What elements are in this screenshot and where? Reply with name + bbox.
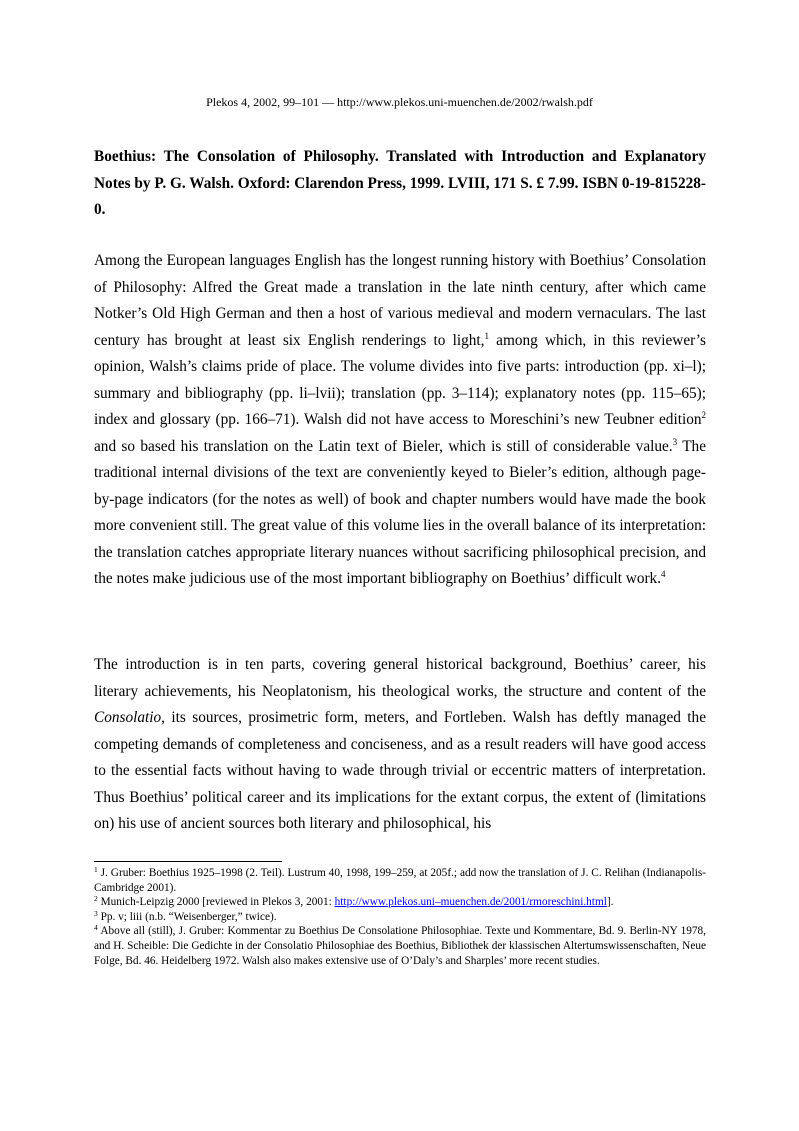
text-segment: Among the European languages English has the longest running history with Boethius’ Consolation of Philosophy: Alfred the Great made a translation in the late ninth century, after which came Notker’s Old High German and then a host of various medieval and modern vernaculars. The last century has brought at least six English renderings to light, — [94, 252, 706, 349]
footnote-ref-4[interactable]: 4 — [661, 569, 666, 579]
footnote-number: 3 — [94, 908, 98, 918]
footnote-number: 2 — [94, 894, 98, 904]
footnote-divider — [94, 861, 282, 862]
footnote-text: Munich-Leipzig 2000 [reviewed in Plekos 3, 2001: — [97, 896, 335, 909]
moreschini-review-link[interactable]: http://www.plekos.uni–muenchen.de/2001/rmoreschini.html — [334, 896, 607, 909]
footnote-text: J. Gruber: Boethius 1925–1998 (2. Teil). Lustrum 40, 1998, 199–259, at 205f.; add now the translation of J. C. Relihan (Indianapolis-Cambridge 2001). — [94, 867, 706, 894]
footnote-ref-2[interactable]: 2 — [701, 410, 706, 420]
text-segment: and so based his translation on the Latin text of Bieler, which is still of considerable value. — [94, 437, 673, 455]
review-title: Boethius: The Consolation of Philosophy. Translated with Introduction and Explanatory Notes by P. G. Walsh. Oxford: Clarendon Press, 1999. LVIII, 171 S. £ 7.99. ISBN 0-19-815228-0. — [94, 148, 706, 218]
body-paragraph-2 — [94, 652, 706, 838]
footnote-1 — [94, 866, 706, 895]
text-segment: , its sources, prosimetric form, meters, and Fortleben. Walsh has deftly managed the competing demands of completeness and conciseness, and as a result readers will have good access to the essential facts without having to wade through trivial or eccentric matters of interpretation. Thus Boethius’ political career and its implications for the extant corpus, the extent of (limitations on) his use of ancient sources both literary and philosophical, his — [94, 709, 706, 832]
text-segment: The traditional internal divisions of the text are conveniently keyed to Bieler’s edition, although page-by-page indicators (for the notes as well) of book and chapter numbers would have made the book more convenient still. The great value of this volume lies in the overall balance of its interpretation: the translation catches appropriate literary nuances without sacrificing philosophical precision, and the notes make judicious use of the most important bibliography on Boethius’ difficult work. — [94, 437, 706, 587]
footnote-ref-3[interactable]: 3 — [672, 436, 678, 447]
footnote-text: Above all (still), J. Gruber: Kommentar zu Boethius De Consolatione Philosophiae. Texte und Kommentare, Bd. 9. Berlin-NY 1978, and H. Scheible: Die Gedichte in der Consolatio Philosophiae des Boethius, Bibliothek der klassischen Altertumswissenschaften, Neue Folge, Bd. 46. Heidelberg 1972. Walsh also makes extensive use of O’Daly’s and Sharples’ more recent studies. — [94, 925, 706, 967]
italic-title: Consolatio — [94, 709, 162, 726]
body-paragraph-1 — [94, 248, 706, 593]
footnote-4 — [94, 924, 706, 968]
footnote-number: 4 — [94, 923, 98, 933]
footnote-2 — [94, 895, 706, 910]
text-segment: The introduction is in ten parts, covering general historical background, Boethius’ career, his literary achievements, his Neoplatonism, his theological works, the structure and content of the — [94, 656, 706, 700]
text-segment: among which, in this reviewer’s opinion, Walsh’s claims pride of place. The volume divides into five parts: introduction (pp. xi–l); summary and bibliography (pp. li–lvii); translation (pp. 3–114); explanatory notes (pp. 115–65); index and glossary (pp. 166–71). Walsh did not have access to Moreschini’s new Teubner edition — [94, 331, 707, 428]
footnote-text: ]. — [606, 896, 614, 909]
footnote-text: Pp. v; liii (n.b. “Weisenberger,” twice). — [97, 910, 277, 923]
footnote-ref-1[interactable]: 1 — [484, 330, 489, 341]
footnote-3 — [94, 910, 706, 925]
running-head: Plekos 4, 2002, 99–101 — http://www.plekos.uni-muenchen.de/2002/rwalsh.pdf — [206, 95, 593, 109]
footnotes — [94, 866, 706, 968]
footnote-number: 1 — [94, 865, 98, 874]
